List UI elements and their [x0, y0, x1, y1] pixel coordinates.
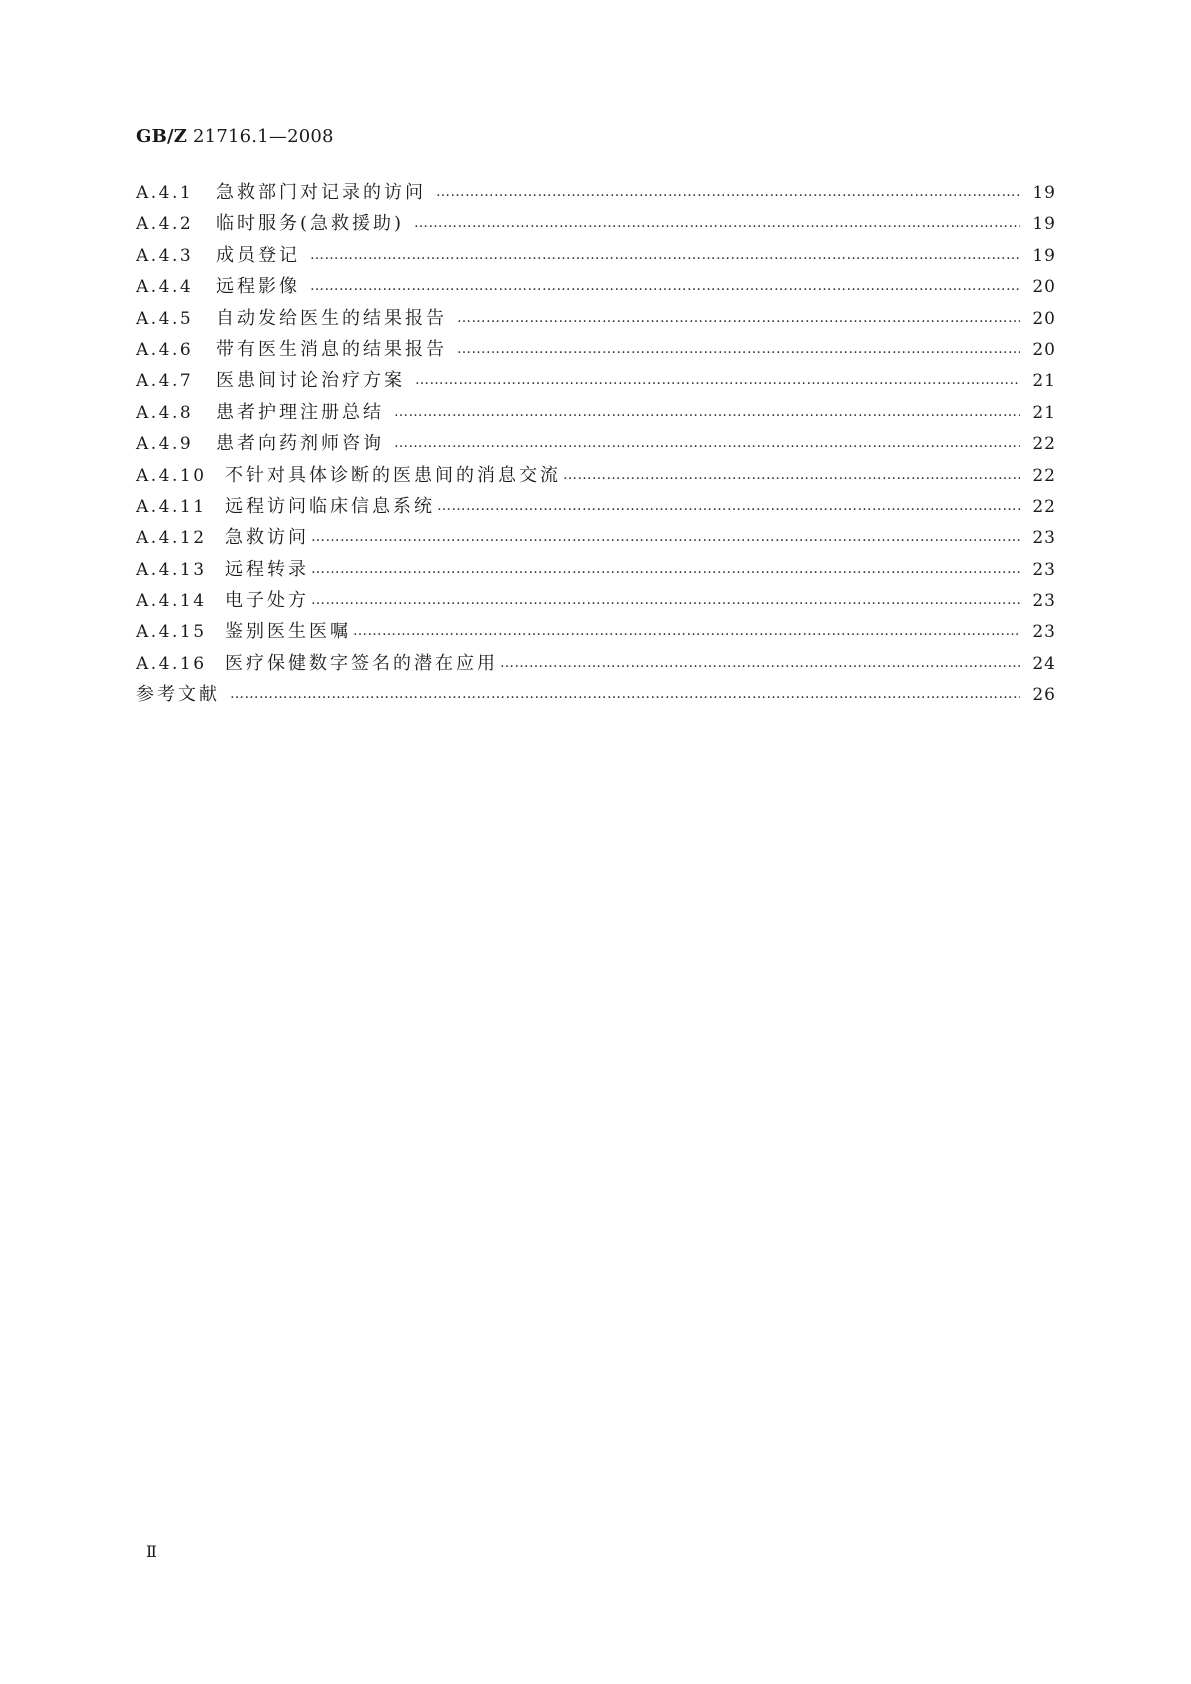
toc-entry-title: 急救访问 — [225, 527, 309, 549]
toc-dot-leader — [500, 655, 1020, 671]
toc-entry-references[interactable] — [136, 680, 1056, 711]
toc-entry-number: A.4.4 — [136, 277, 194, 298]
toc-dot-leader — [310, 247, 1020, 263]
toc-entry-number: A.4.7 — [136, 371, 194, 392]
toc-dot-leader — [311, 529, 1020, 545]
standard-number: 21716.1—2008 — [187, 126, 334, 147]
toc-entry-a-4-1[interactable] — [136, 178, 1056, 209]
toc-entry-a-4-9[interactable] — [136, 429, 1056, 460]
toc-dot-leader — [436, 184, 1020, 200]
toc-entry-page: 19 — [1032, 183, 1056, 203]
toc-entry-title: 急救部门对记录的访问 — [216, 182, 426, 203]
toc-entry-title: 患者向药剂师咨询 — [216, 433, 384, 455]
toc-entry-a-4-12[interactable] — [136, 523, 1056, 554]
table-of-contents — [136, 178, 1056, 712]
standard-prefix: GB/Z — [136, 126, 188, 147]
toc-entry-number: A.4.2 — [136, 214, 194, 235]
toc-entry-a-4-4[interactable] — [136, 272, 1056, 303]
toc-dot-leader — [311, 561, 1020, 577]
toc-dot-leader — [311, 592, 1020, 608]
toc-entry-number: A.4.5 — [136, 308, 194, 329]
toc-entry-number: A.4.15 — [136, 622, 207, 643]
toc-entry-page: 23 — [1032, 622, 1056, 643]
toc-entry-number: A.4.16 — [136, 653, 207, 674]
toc-entry-title: 远程转录 — [225, 558, 309, 580]
toc-entry-page: 23 — [1032, 559, 1056, 580]
toc-entry-number: A.4.11 — [136, 496, 207, 517]
toc-entry-number: A.4.9 — [136, 434, 194, 455]
toc-dot-leader — [230, 686, 1020, 702]
toc-entry-a-4-16[interactable] — [136, 649, 1056, 680]
toc-entry-a-4-14[interactable] — [136, 586, 1056, 617]
toc-entry-a-4-7[interactable] — [136, 366, 1056, 397]
toc-entry-number: A.4.10 — [136, 465, 207, 486]
toc-dot-leader — [394, 435, 1020, 451]
toc-entry-title: 远程访问临床信息系统 — [225, 495, 435, 517]
toc-entry-page: 22 — [1032, 434, 1056, 455]
toc-entry-page: 23 — [1032, 591, 1056, 612]
toc-entry-page: 20 — [1032, 339, 1056, 360]
toc-entry-a-4-5[interactable] — [136, 304, 1056, 335]
toc-entry-page: 23 — [1032, 528, 1056, 549]
document-header — [136, 126, 334, 147]
toc-dot-leader — [310, 278, 1020, 294]
toc-entry-title: 成员登记 — [216, 244, 300, 266]
page-number: Ⅱ — [146, 1542, 157, 1561]
toc-entry-a-4-10[interactable] — [136, 461, 1056, 492]
toc-entry-title: 患者护理注册总结 — [216, 401, 384, 423]
toc-dot-leader — [457, 310, 1020, 326]
toc-entry-title: 参考文献 — [136, 684, 220, 706]
toc-entry-number: A.4.13 — [136, 559, 207, 580]
toc-entry-page: 21 — [1032, 402, 1056, 423]
toc-dot-leader — [394, 404, 1020, 420]
toc-dot-leader — [414, 215, 1020, 231]
toc-entry-number: A.4.6 — [136, 339, 194, 360]
toc-entry-number: A.4.1 — [136, 183, 194, 203]
toc-entry-title: 医患间讨论治疗方案 — [216, 370, 405, 392]
toc-entry-page: 19 — [1032, 214, 1056, 235]
toc-entry-page: 20 — [1032, 277, 1056, 298]
toc-entry-a-4-2[interactable] — [136, 209, 1056, 240]
toc-dot-leader — [415, 372, 1020, 388]
toc-entry-page: 26 — [1032, 685, 1056, 706]
toc-dot-leader — [353, 623, 1020, 639]
toc-entry-page: 22 — [1032, 496, 1056, 517]
toc-entry-title: 带有医生消息的结果报告 — [216, 338, 447, 360]
toc-entry-title: 不针对具体诊断的医患间的消息交流 — [225, 464, 561, 486]
toc-entry-a-4-3[interactable] — [136, 241, 1056, 272]
toc-entry-page: 22 — [1032, 465, 1056, 486]
toc-dot-leader — [563, 467, 1020, 483]
toc-dot-leader — [437, 498, 1020, 514]
toc-entry-number: A.4.12 — [136, 528, 207, 549]
toc-entry-title: 电子处方 — [225, 590, 309, 612]
toc-entry-title: 鉴别医生医嘱 — [225, 621, 351, 643]
toc-entry-page: 24 — [1032, 653, 1056, 674]
toc-entry-a-4-11[interactable] — [136, 492, 1056, 523]
toc-entry-number: A.4.14 — [136, 591, 207, 612]
toc-entry-a-4-13[interactable] — [136, 555, 1056, 586]
toc-entry-title: 自动发给医生的结果报告 — [216, 307, 447, 329]
toc-entry-title: 远程影像 — [216, 276, 300, 298]
toc-entry-a-4-8[interactable] — [136, 398, 1056, 429]
toc-entry-number: A.4.3 — [136, 245, 194, 266]
toc-entry-page: 20 — [1032, 308, 1056, 329]
toc-entry-title: 医疗保健数字签名的潜在应用 — [225, 652, 498, 674]
toc-entry-page: 21 — [1032, 371, 1056, 392]
toc-entry-a-4-15[interactable] — [136, 617, 1056, 648]
toc-entry-number: A.4.8 — [136, 402, 194, 423]
toc-entry-title: 临时服务(急救援助) — [216, 213, 405, 235]
toc-entry-a-4-6[interactable] — [136, 335, 1056, 366]
toc-dot-leader — [457, 341, 1020, 357]
toc-entry-page: 19 — [1032, 245, 1056, 266]
